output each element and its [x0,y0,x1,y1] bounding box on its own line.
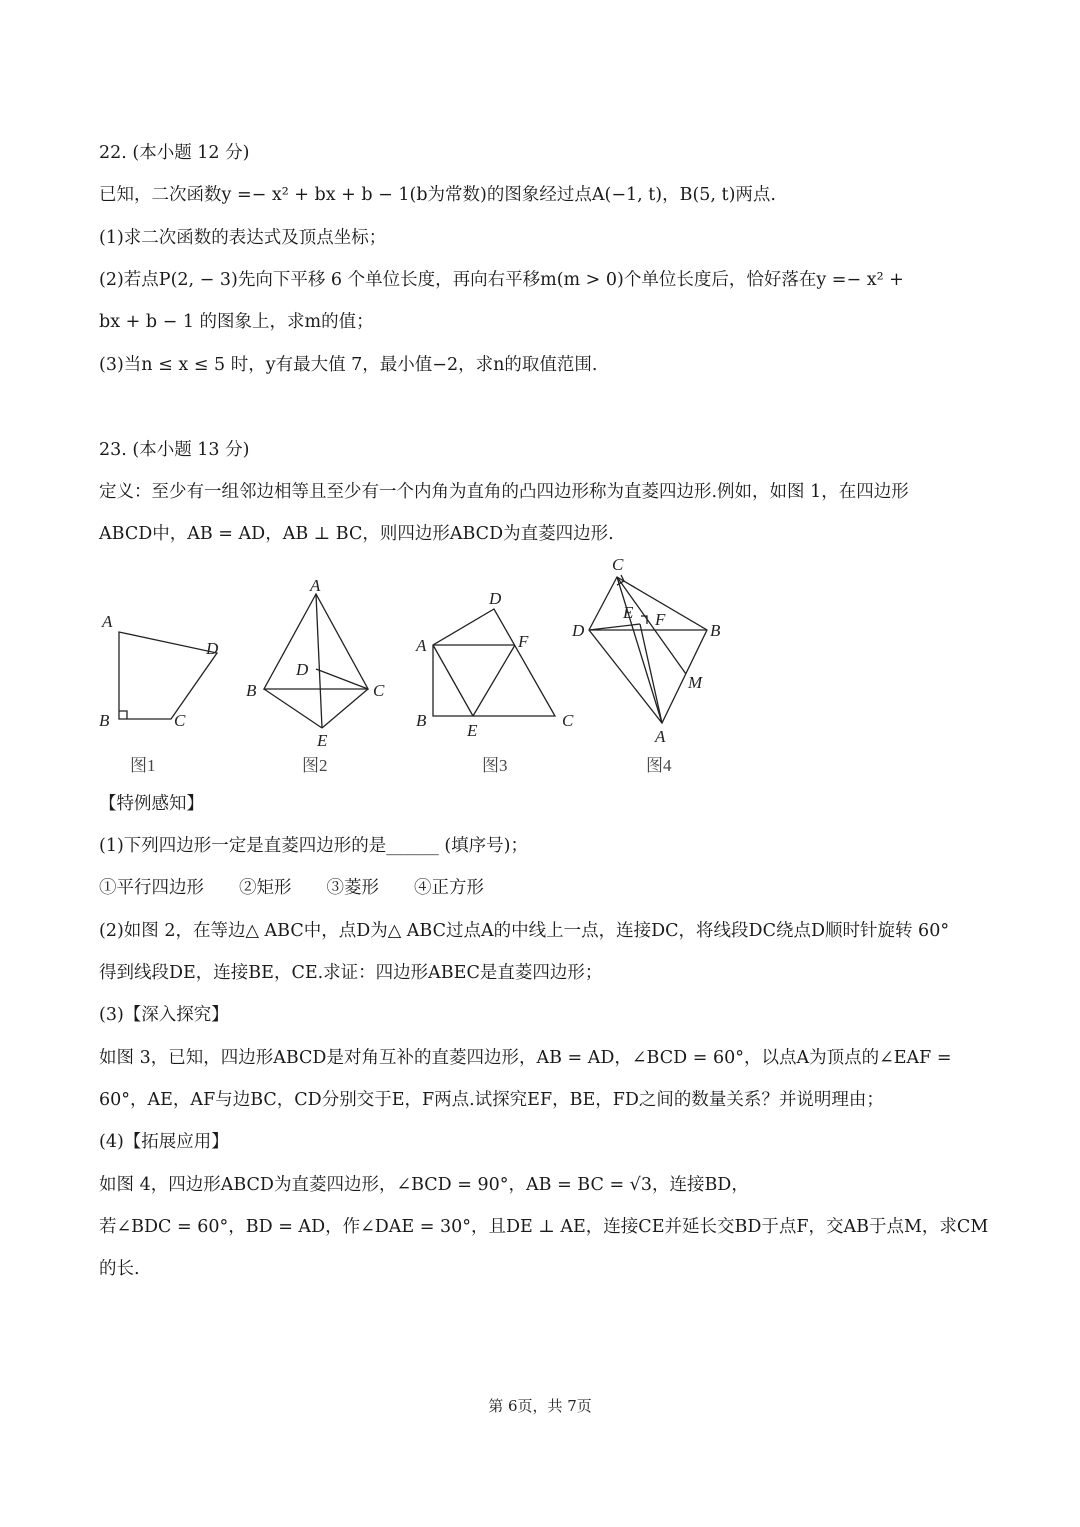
fig4-caption: 图4 [646,756,672,775]
fig2-label-D: D [296,660,309,679]
fig2-segment-dc [316,669,368,689]
figures-panel [0,552,1080,784]
q23-part4-line2: 若∠BDC = 60°，BD = AD，作∠DAE = 30°，且DE ⊥ AE，连接CE并延长交BD于点F，交AB于点M，求CM [99,1217,989,1237]
fig3-label-D: D [489,589,502,608]
fig4-label-F: F [655,610,666,629]
q23-part2-line2: 得到线段DE，连接BE，CE.求证：四边形ABEC是直菱四边形； [99,963,603,983]
q23-section-special-cases: 【特例感知】 [99,794,204,814]
fig2-segment-ce [322,689,368,728]
fig4-quadrilateral-abcd [589,577,707,723]
q23-part3-heading: (3)【深入探究】 [99,1005,229,1025]
fig1-caption: 图1 [130,756,156,775]
q22-part1: (1)求二次函数的表达式及顶点坐标； [99,228,387,248]
fig3-label-A: A [416,636,427,655]
figure-2 [246,576,385,775]
fig3-label-E: E [467,721,478,740]
fig1-quadrilateral [119,632,217,719]
fig4-label-M: M [688,673,703,692]
fig2-label-B: B [246,681,257,700]
fig1-label-A: A [102,612,113,631]
q23-part3-line1: 如图 3，已知，四边形ABCD是对角互补的直菱四边形，AB = AD，∠BCD = 60°，以点A为顶点的∠EAF = [99,1048,952,1068]
fig2-label-A: A [310,576,321,595]
q23-part3-line2: 60°，AE，AF与边BC，CD分别交于E，F两点.试探究EF，BE，FD之间的数量关系？并说明理由； [99,1090,884,1110]
q23-definition-line1: 定义：至少有一组邻边相等且至少有一个内角为直角的凸四边形称为直菱四边形.例如，如图 1，在四边形 [99,482,909,502]
q22-header: 22. (本小题 12 分) [99,143,250,163]
q22-part2-line2: bx + b − 1 的图象上，求m的值； [99,312,374,332]
fig4-label-E: E [623,603,634,622]
figure-4 [571,555,721,775]
q23-part2-line1: (2)如图 2，在等边△ ABC中，点D为△ ABC过点A的中线上一点，连接DC，将线段DC绕点D顺时针旋转 60° [99,921,950,941]
fig3-segment-ae [433,645,473,716]
q23-part1: (1)下列四边形一定是直菱四边形的是______ (填序号)； [99,836,529,856]
q23-part4-line1: 如图 4，四边形ABCD为直菱四边形，∠BCD = 90°，AB = BC = √3，连接BD， [99,1175,749,1195]
q23-header: 23. (本小题 13 分) [99,440,250,460]
fig2-median-ae [316,594,322,728]
fig3-segment-ef [473,645,515,716]
fig4-label-D: D [572,621,585,640]
fig3-label-B: B [416,711,427,730]
figure-3 [415,589,574,775]
q22-part2-line1: (2)若点P(2, − 3)先向下平移 6 个单位长度，再向右平移m(m > 0)个单位长度后，恰好落在y =− x² + [99,270,904,290]
fig2-label-E: E [317,731,328,750]
fig3-quadrilateral-abcd [433,609,555,716]
fig2-caption: 图2 [302,756,328,775]
fig4-label-C: C [612,555,624,574]
page-footer: 第 6页，共 7页 [488,1397,592,1415]
fig2-label-C: C [373,681,385,700]
fig1-right-angle-mark [119,711,127,719]
fig3-caption: 图3 [482,756,508,775]
fig4-label-B: B [710,621,721,640]
fig1-label-D: D [206,639,219,658]
q23-part1-options: ①平行四边形 ②矩形 ③菱形 ④正方形 [99,878,484,898]
q22-part3: (3)当n ≤ x ≤ 5 时，y有最大值 7，最小值−2，求n的取值范围. [99,355,598,375]
fig1-label-C: C [174,711,186,730]
q23-definition-line2: ABCD中，AB = AD，AB ⊥ BC，则四边形ABCD为直菱四边形. [99,524,614,544]
fig3-label-F: F [518,632,529,651]
fig1-label-B: B [99,711,110,730]
q23-part4-line3: 的长. [99,1259,140,1279]
fig4-label-A: A [655,727,666,746]
fig3-label-C: C [562,711,574,730]
q22-stem: 已知，二次函数y =− x² + bx + b − 1(b为常数)的图象经过点A(−1, t)，B(5, t)两点. [99,185,776,205]
figure-1 [99,612,219,775]
q23-part4-heading: (4)【拓展应用】 [99,1132,229,1152]
fig2-segment-be [264,689,322,728]
